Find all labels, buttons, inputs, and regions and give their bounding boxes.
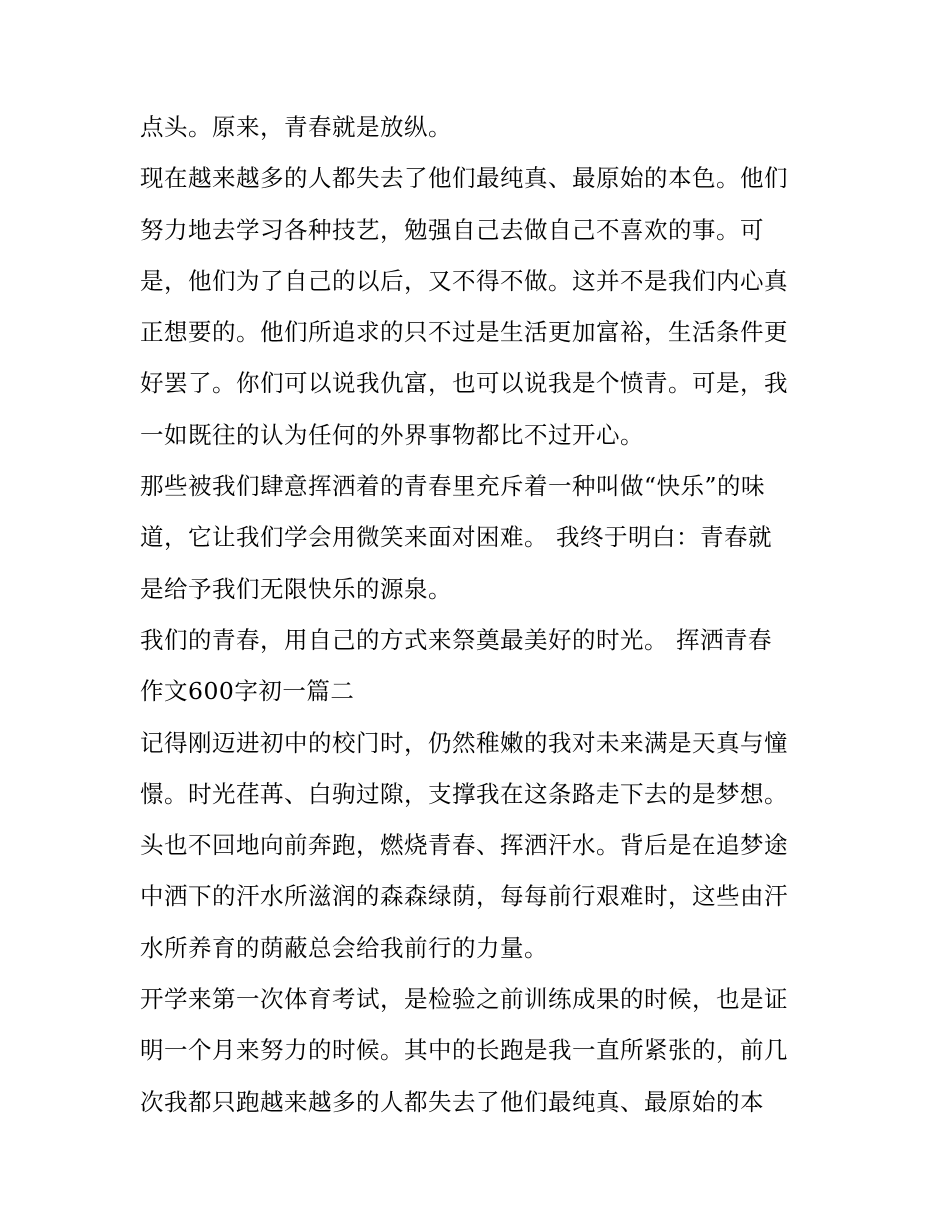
text-line: 我们的青春，用自己的方式来祭奠最美好的时光。 挥洒青春: [140, 625, 772, 654]
text-line: 努力地去学习各种技艺，勉强自己去做自己不喜欢的事。可: [140, 215, 764, 244]
text-line: 头也不回地向前奔跑，燃烧青春、挥洒汗水。背后是在追梦途: [140, 831, 788, 860]
text-line: 那些被我们肆意挥洒着的青春里充斥着一种叫做“快乐”的味: [140, 472, 766, 501]
text-line: 一如既往的认为任何的外界事物都比不过开心。: [140, 420, 644, 449]
text-line: 明一个月来努力的时候。其中的长跑是我一直所紧张的，前几: [140, 1036, 788, 1065]
text-line: 开学来第一次体育考试，是检验之前训练成果的时候，也是证: [140, 985, 788, 1014]
text-line: 好罢了。你们可以说我仇富，也可以说我是个愤青。可是，我: [140, 369, 788, 398]
text-line: 点头。原来，青春就是放纵。: [140, 113, 452, 141]
text-line: 现在越来越多的人都失去了他们最纯真、最原始的本色。他们: [140, 164, 788, 193]
text-line: 次我都只跑越来越多的人都失去了他们最纯真、最原始的本: [140, 1087, 764, 1116]
text-line: 憬。时光荏苒、白驹过隙，支撑我在这条路走下去的是梦想。: [140, 779, 788, 808]
text-line: 正想要的。他们所追求的只不过是生活更加富裕，生活条件更: [140, 318, 788, 347]
section-heading-line: 作文600字初一篇二: [140, 677, 355, 706]
text-line: 道，它让我们学会用微笑来面对困难。 我终于明白：青春就: [140, 523, 772, 552]
text-line: 中洒下的汗水所滋润的森森绿荫，每每前行艰难时，这些由汗: [140, 882, 788, 911]
text-line: 是，他们为了自己的以后，又不得不做。这并不是我们内心真: [140, 266, 788, 295]
text-line: 记得刚迈进初中的校门时，仍然稚嫩的我对未来满是天真与憧: [140, 728, 788, 757]
text-line: 水所养育的荫蔽总会给我前行的力量。: [140, 933, 548, 962]
body-text: [140, 102, 820, 1128]
text-line: 是给予我们无限快乐的源泉。: [140, 574, 452, 603]
